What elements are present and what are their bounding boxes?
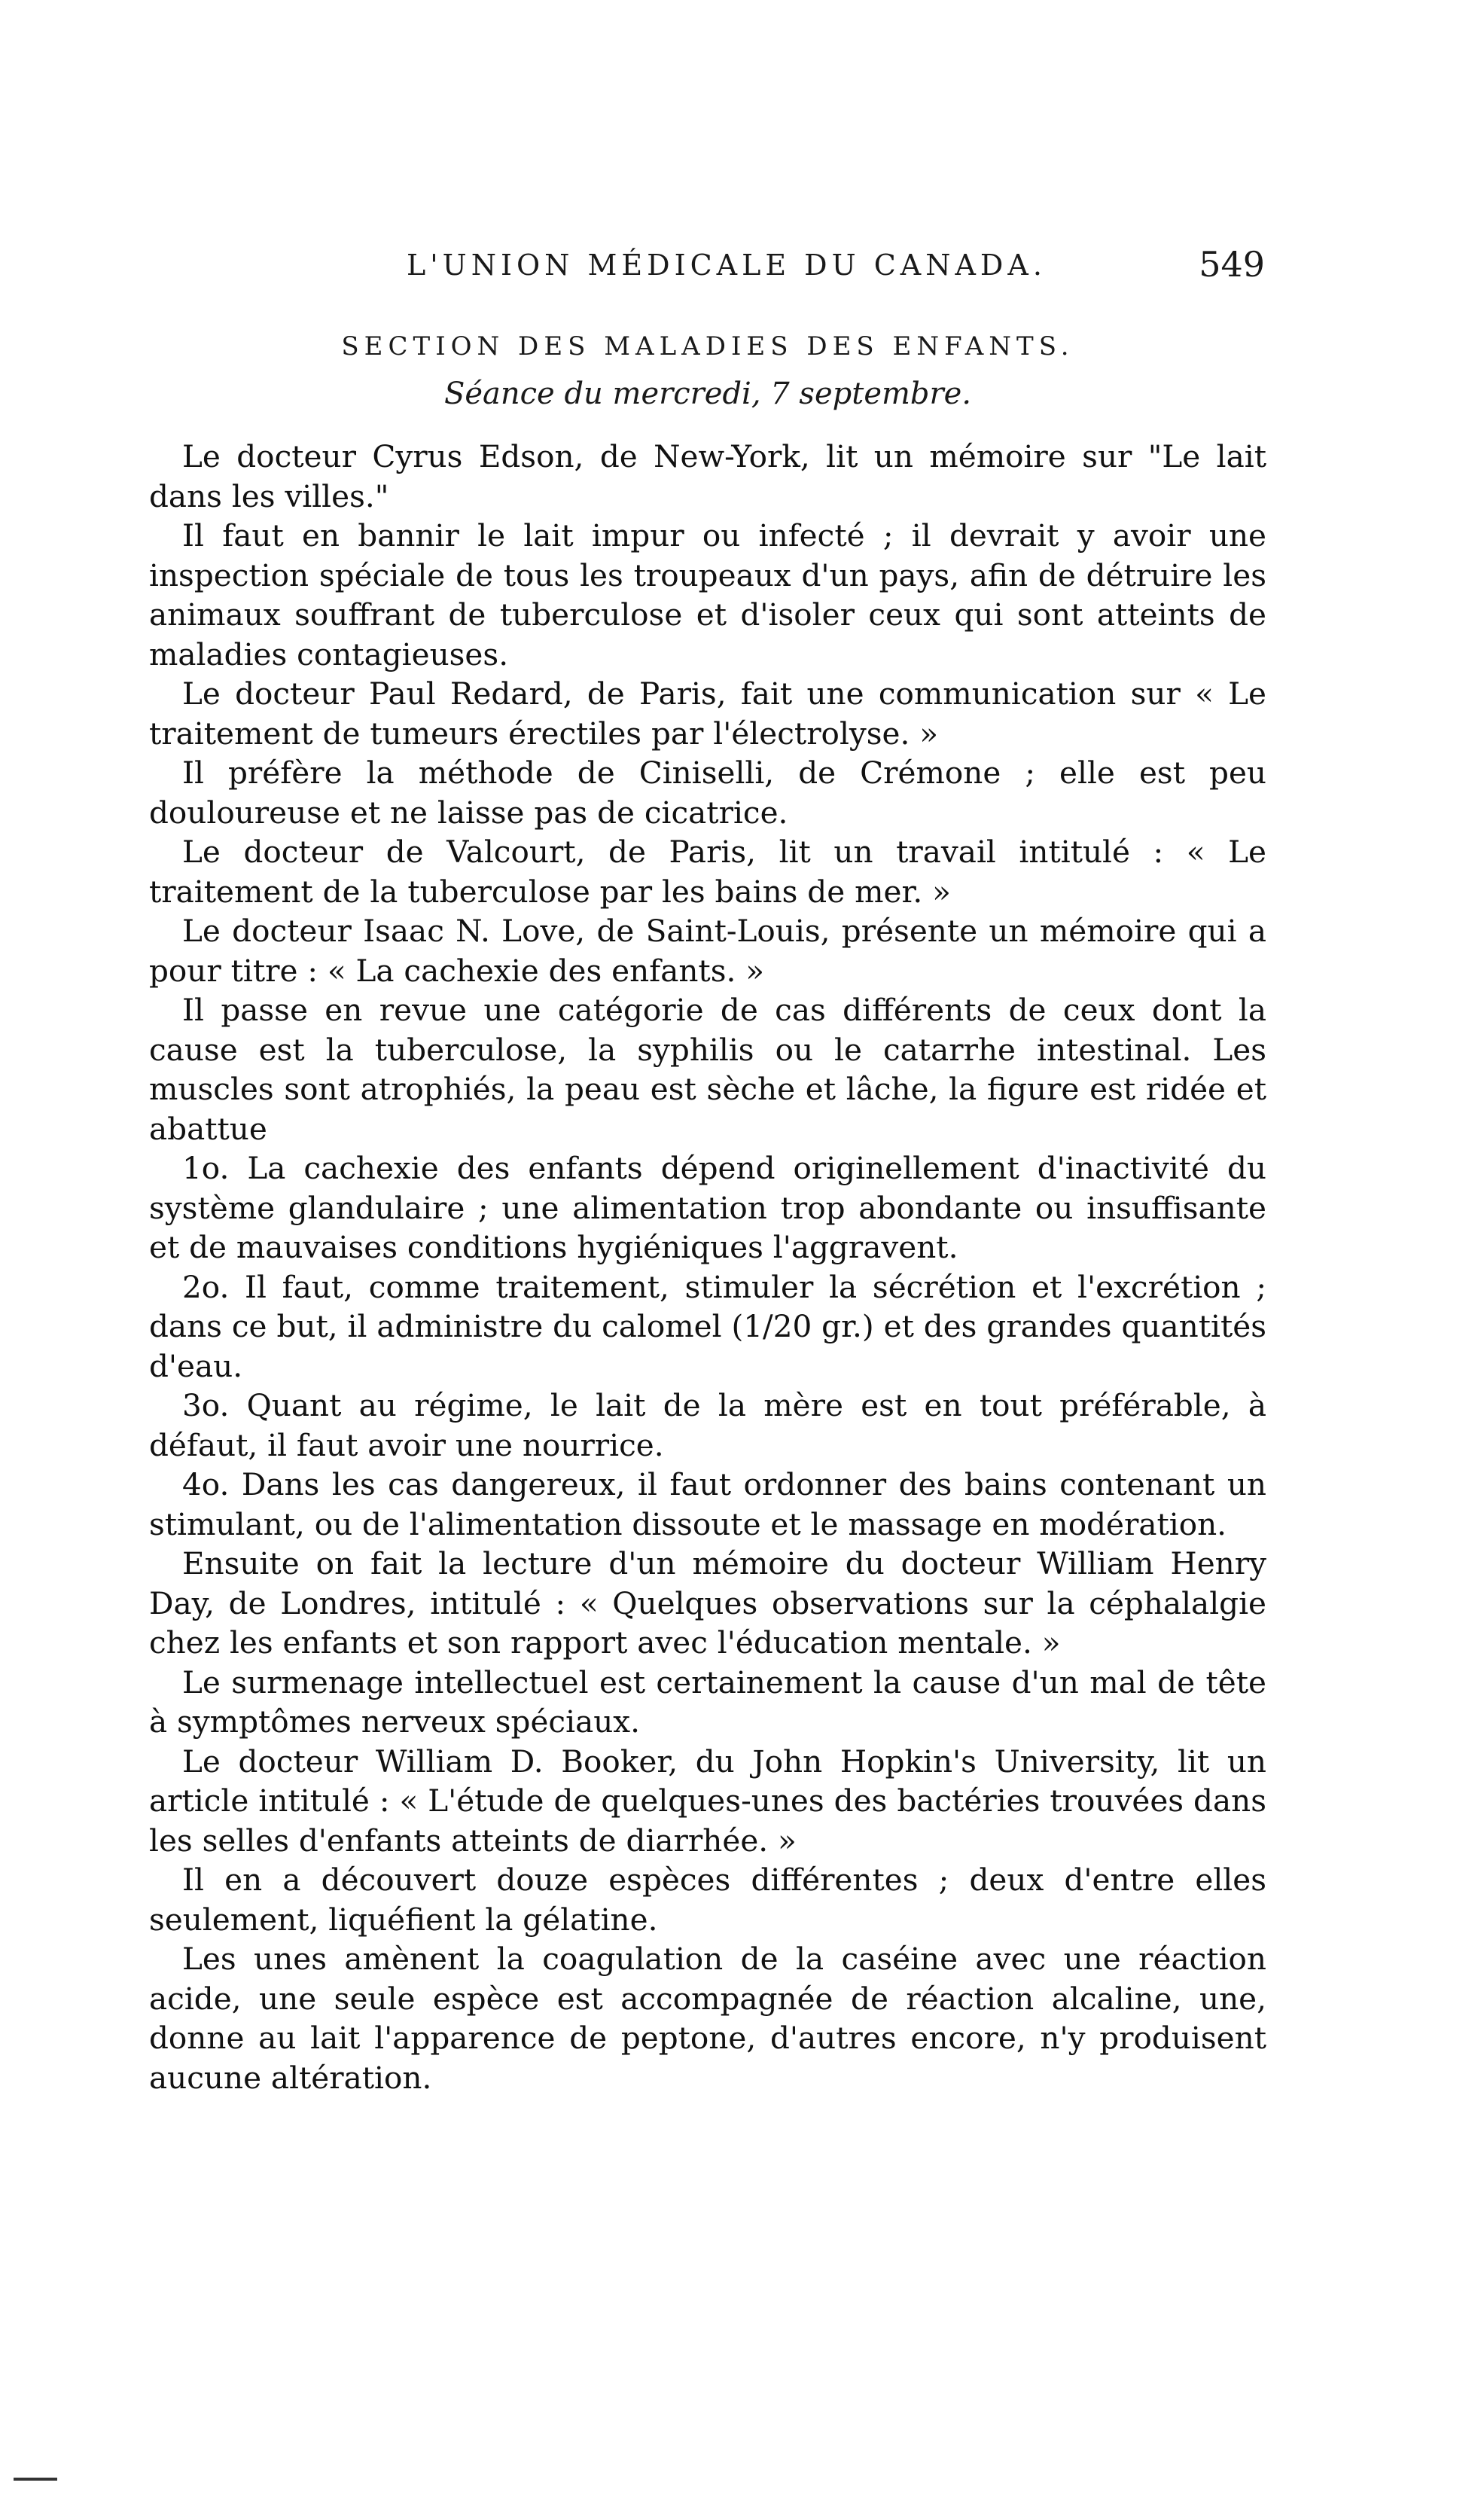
paragraph: Les unes amènent la coagulation de la caséine avec une réaction acide, une seule espèce est accompagnée de réaction alcaline, une, donne au lait l'apparence de peptone, d'autres encore, n'y produisent aucune altération. — [149, 1941, 1266, 2096]
paragraph: Le docteur William D. Booker, du John Hopkin's University, lit un article intitulé : « L'étude de quelques-unes des bactéries trouvées dans les selles d'enfants atteints de diarrhée. » — [149, 1743, 1266, 1859]
paragraph: Ensuite on fait la lecture d'un mémoire du docteur William Henry Day, de Londres, intitulé : « Quelques observations sur la céphalalgie chez les enfants et son rapport avec l'éducation mentale. » — [149, 1545, 1266, 1661]
paragraph: Le docteur Isaac N. Love, de Saint-Louis, présente un mémoire qui a pour titre : « La cachexie des enfants. » — [149, 913, 1266, 989]
footer-rule — [14, 2478, 57, 2481]
paragraph: Le docteur Cyrus Edson, de New-York, lit un mémoire sur "Le lait dans les villes." — [149, 438, 1266, 514]
paragraph: 2o. Il faut, comme traitement, stimuler la sécrétion et l'excrétion ; dans ce but, il administre du calomel (1/20 gr.) et des grandes quantités d'eau. — [149, 1268, 1266, 1384]
running-title: L'UNION MÉDICALE DU CANADA. — [407, 249, 1047, 282]
paragraph: Il préfère la méthode de Ciniselli, de Crémone ; elle est peu douloureuse et ne laisse pas de cicatrice. — [149, 755, 1266, 831]
paragraph: Le surmenage intellectuel est certainement la cause d'un mal de tête à symptômes nerveux spéciaux. — [149, 1664, 1266, 1740]
page-number: 549 — [1199, 244, 1265, 285]
body-text — [149, 437, 1266, 2097]
running-header — [151, 244, 1265, 301]
paragraph: Il en a découvert douze espèces différentes ; deux d'entre elles seulement, liquéfient la gélatine. — [149, 1862, 1266, 1938]
paragraph: Il passe en revue une catégorie de cas différents de ceux dont la cause est la tuberculose, la syphilis ou le catarrhe intestinal. Les muscles sont atrophiés, la peau est sèche et lâche, la figure est ridée et abattue — [149, 992, 1266, 1147]
paragraph: Le docteur de Valcourt, de Paris, lit un travail intitulé : « Le traitement de la tuberculose par les bains de mer. » — [149, 834, 1266, 910]
paragraph: Le docteur Paul Redard, de Paris, fait une communication sur « Le traitement de tumeurs érectiles par l'électrolyse. » — [149, 676, 1266, 752]
paragraph: 4o. Dans les cas dangereux, il faut ordonner des bains contenant un stimulant, ou de l'alimentation dissoute et le massage en modération. — [149, 1466, 1266, 1542]
section-title: SECTION DES MALADIES DES ENFANTS. — [341, 331, 1074, 361]
paragraph: 1o. La cachexie des enfants dépend originellement d'inactivité du système glandulaire ; une alimentation trop abondante ou insuffisante et de mauvaises conditions hygiéniques l'aggravent. — [149, 1150, 1266, 1265]
paragraph: 3o. Quant au régime, le lait de la mère est en tout préférable, à défaut, il faut avoir une nourrice. — [149, 1387, 1266, 1463]
session-date: Séance du mercredi, 7 septembre. — [443, 377, 972, 411]
paragraph: Il faut en bannir le lait impur ou infecté ; il devrait y avoir une inspection spéciale de tous les troupeaux d'un pays, afin de détruire les animaux souffrant de tuberculose et d'isoler ceux qui sont atteints de maladies contagieuses. — [149, 517, 1266, 672]
